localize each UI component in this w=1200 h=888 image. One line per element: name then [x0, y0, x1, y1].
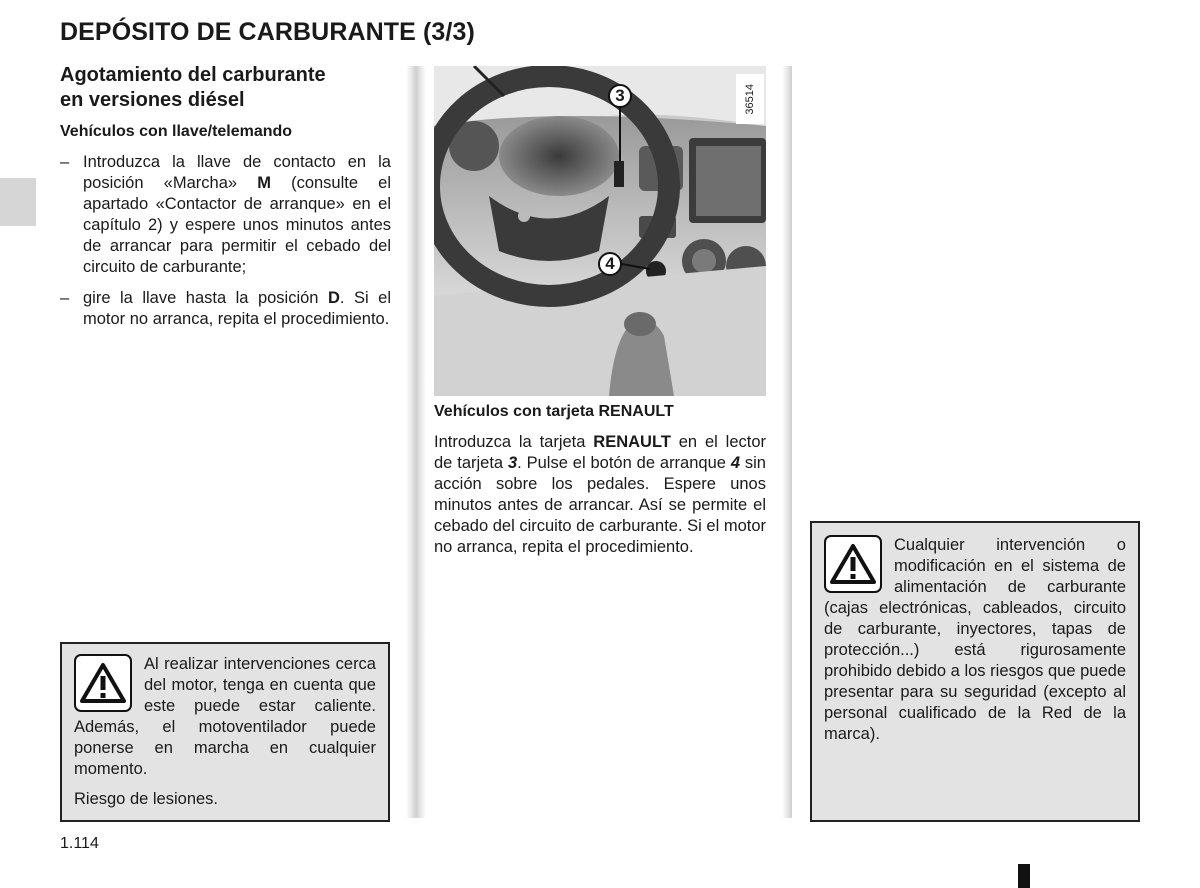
warning-text: Al realizar intervenciones cerca del motor, tenga en cuenta que este puede estar caliente. Además, el motoventilador puede ponerse en marcha en cualquier momento.: [74, 655, 376, 778]
card-text: . Pulse el botón de arranque: [517, 454, 731, 472]
card-instructions: [434, 432, 766, 558]
warning-risk: Riesgo de lesiones.: [74, 790, 219, 808]
warning-box-fuel-system: [810, 521, 1140, 822]
column-divider-right: [782, 66, 792, 818]
subheading-key: Vehículos con llave/telemando: [60, 123, 293, 140]
dashboard-figure: [434, 66, 766, 396]
instruction-list: [60, 152, 391, 340]
callout-4: 4: [598, 252, 622, 276]
section-tab: [0, 178, 36, 226]
page-edge-marker: [1018, 864, 1030, 888]
section-heading-line-1: Agotamiento del carburante: [60, 64, 326, 86]
card-bold: RENAULT: [593, 433, 671, 451]
callout-3: 3: [608, 84, 632, 108]
subheading-card: Vehículos con tarjeta RENAULT: [434, 403, 674, 420]
section-heading-line-2: en versiones diésel: [60, 89, 245, 111]
card-ref-4: 4: [730, 454, 741, 472]
warning-triangle-icon: [824, 535, 882, 593]
warning-text: Cualquier intervención o modificación en el sistema de alimentación de carburante (cajas electrónicas, cableados, circuito de carburante, inyectores, tapas de protección...) está rigurosamente prohibido debido a los riesgos que puede presentar para su seguridad (excepto al personal cualificado de la Red de la marca).: [824, 536, 1126, 743]
list-text: (consulte el apartado «Contactor de arranque» en el capítulo 2) y espere unos minutos antes de arrancar para permitir el cebado del circuito de carburante;: [83, 174, 392, 276]
card-ref-3: 3: [507, 454, 518, 472]
card-text: en el lector de tarjeta: [434, 433, 766, 472]
figure-number: 36514: [744, 83, 756, 115]
list-dash: –: [60, 153, 70, 171]
figure-number-badge: [736, 74, 764, 124]
list-item: [60, 152, 391, 278]
list-bold: M: [257, 174, 271, 192]
page-number: 1.114: [60, 835, 99, 852]
column-divider-left-b: [416, 66, 426, 818]
warning-box-engine: [60, 642, 390, 822]
list-bold: D: [327, 289, 340, 307]
page-title: DEPÓSITO DE CARBURANTE (3/3): [60, 18, 475, 46]
list-text: Introduzca la llave de contacto en la posición «Marcha»: [83, 153, 391, 192]
list-text: gire la llave hasta la posición: [83, 289, 328, 307]
column-divider-left: [406, 66, 416, 818]
list-dash: –: [60, 289, 70, 307]
list-text: . Si el motor no arranca, repita el procedimiento.: [83, 289, 391, 328]
section-heading: [60, 63, 390, 113]
warning-triangle-icon: [74, 654, 132, 712]
dashboard-illustration: [434, 66, 766, 396]
card-text: sin acción sobre los pedales. Espere unos minutos antes de arrancar. Así se permite el cebado del circuito de carburante. Si el motor no arranca, repita el procedimiento.: [434, 454, 767, 556]
list-item: [60, 288, 391, 330]
card-text: Introduzca la tarjeta: [434, 433, 594, 451]
